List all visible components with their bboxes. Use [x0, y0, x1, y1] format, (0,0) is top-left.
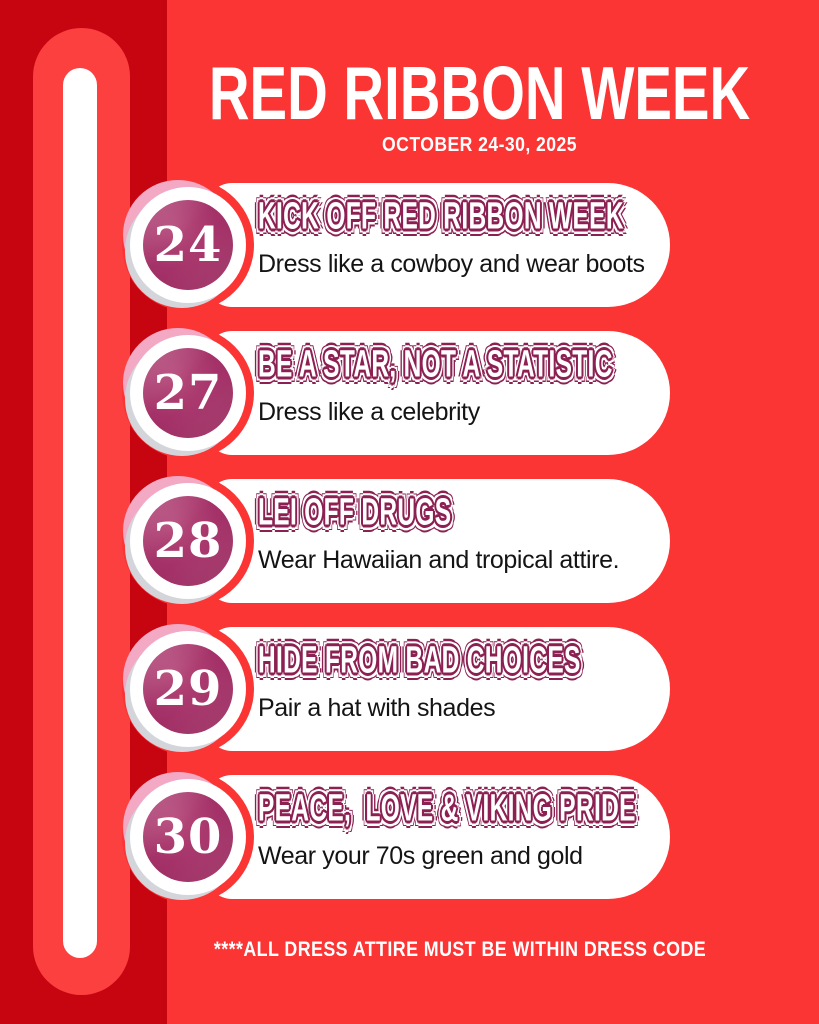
event-card — [206, 183, 670, 307]
badge-date-number: 24 — [143, 200, 233, 290]
date-range-subtitle: OCTOBER 24-30, 2025 — [382, 134, 577, 156]
event-description: Dress like a cowboy and wear boots — [258, 250, 645, 278]
event-title: BE A STAR, NOT A STATISTIC — [258, 341, 613, 385]
badge-date-number: 30 — [143, 792, 233, 882]
event-row — [126, 183, 686, 307]
event-description: Wear your 70s green and gold — [258, 842, 583, 870]
page-title: RED RIBBON WEEK — [208, 51, 751, 136]
badge-date-number: 29 — [143, 644, 233, 734]
date-badge — [130, 335, 246, 451]
date-badge — [130, 779, 246, 895]
event-title: LEI OFF DRUGS — [258, 489, 452, 533]
event-title: KICK OFF RED RIBBON WEEK — [258, 193, 624, 237]
left-rail-white-bar — [63, 68, 97, 958]
event-title: HIDE FROM BAD CHOICES — [258, 637, 581, 681]
date-badge — [130, 631, 246, 747]
event-row — [126, 627, 686, 751]
dress-code-footer-note: ****ALL DRESS ATTIRE MUST BE WITHIN DRESS CODE — [213, 938, 707, 961]
event-description: Pair a hat with shades — [258, 694, 496, 722]
event-card — [206, 775, 670, 899]
event-title: PEACE, LOVE & VIKING PRIDE — [258, 785, 636, 829]
event-row — [126, 775, 686, 899]
event-list — [126, 183, 686, 923]
badge-date-number: 27 — [143, 348, 233, 438]
date-badge — [130, 187, 246, 303]
event-card — [206, 331, 670, 455]
badge-date-number: 28 — [143, 496, 233, 586]
event-description: Wear Hawaiian and tropical attire. — [258, 546, 620, 574]
event-description: Dress like a celebrity — [258, 398, 480, 426]
event-card — [206, 627, 670, 751]
date-badge — [130, 483, 246, 599]
event-row — [126, 479, 686, 603]
event-card — [206, 479, 670, 603]
header — [140, 51, 819, 157]
event-row — [126, 331, 686, 455]
